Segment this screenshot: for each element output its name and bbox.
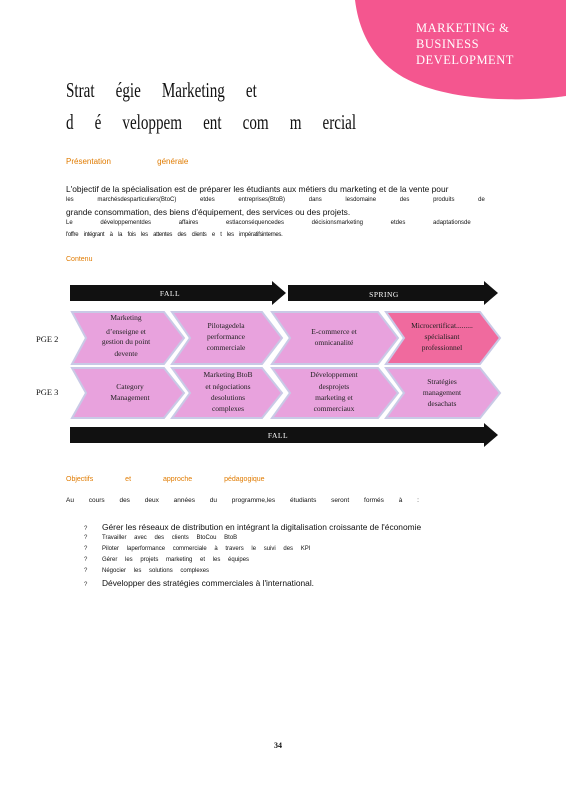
page-number: 34 <box>274 741 282 750</box>
chevron-text: marketing et <box>315 393 353 402</box>
chevron-text: Pilotagedela <box>207 321 245 330</box>
chevron-text: Marketing BtoB <box>203 370 253 379</box>
chevron-text: spécialisant <box>424 332 460 341</box>
list-item-text: Travailler avec des clients BtoCou BtoB <box>102 535 238 541</box>
chevron-text: desprojets <box>318 382 350 391</box>
chevron-text: Marketing <box>110 313 142 322</box>
row-label-pge2: PGE 2 <box>36 334 59 344</box>
chevron-text: desachats <box>427 399 457 408</box>
chevron-text: desolutions <box>210 393 246 402</box>
presentation-line-1: L'objectif de la spécialisation est de préparer les étudiants aux métiers du marketing et de la vente pour <box>66 184 449 194</box>
list-item <box>84 577 514 589</box>
bullet-marker: ? <box>84 568 88 574</box>
chevron-text: E-commerce et <box>311 327 357 336</box>
chevron-text: performance <box>207 332 245 341</box>
section-tag-line: BUSINESS <box>416 37 480 51</box>
objectifs-intro: Au cours des deux années du programme,les étudiants seront formés à : <box>66 497 419 504</box>
spring-bar-top-label: SPRING <box>369 290 399 299</box>
list-item <box>84 544 514 555</box>
title-line-1: Strat égie Marketing et <box>66 78 257 102</box>
list-item <box>84 533 514 544</box>
objectifs-list <box>84 521 514 589</box>
list-item <box>84 566 514 577</box>
bullet-marker: ? <box>84 546 88 552</box>
presentation-line-5: l'offre intégrant à la fois les attentes des clients e t les impératifsinternes. <box>66 232 283 238</box>
list-item <box>84 521 514 533</box>
chevron-text: Category <box>116 382 144 391</box>
chevron-text: commerciaux <box>313 404 355 413</box>
chevron-text: commerciale <box>206 343 246 352</box>
chevron-text: devente <box>114 349 138 358</box>
bullet-marker: ? <box>84 535 88 541</box>
chevron-text: Stratégies <box>427 377 457 386</box>
program-diagram <box>0 278 566 448</box>
chevron-text: Management <box>110 393 150 402</box>
presentation-heading: Présentation générale <box>66 157 189 166</box>
list-item-text: Gérer les réseaux de distribution en intégrant la digitalisation croissante de l'économie <box>102 522 422 532</box>
list-item-text: Négocier les solutions complexes <box>102 568 210 574</box>
title-line-2: d é veloppem ent com m ercial <box>66 110 357 134</box>
bullet-marker: ? <box>84 557 88 563</box>
list-item-text: Développer des stratégies commerciales à l'international. <box>102 578 315 588</box>
section-tag <box>416 20 556 68</box>
chevron-text: omnicanalité <box>314 338 354 347</box>
fall-bar-top-label: FALL <box>159 289 181 298</box>
fall-bar-bottom-label: FALL <box>267 431 289 440</box>
page-title <box>66 74 397 138</box>
bullet-marker: ? <box>84 582 88 588</box>
list-item <box>84 555 514 566</box>
list-item-text: Gérer les projets marketing et les équipes <box>102 557 250 563</box>
presentation-line-2: les marchésdesparticuliers(BtoC) etdes entreprises(BtoB) dans lesdomaine des produits de <box>66 197 485 203</box>
chevron-text: et négociations <box>205 382 251 391</box>
bullet-marker: ? <box>84 526 88 532</box>
presentation-line-4: Le développementdes affaires estlaconséquencedes décisionsmarketing etdes adaptationsde <box>66 220 471 226</box>
list-item-text: Piloter laperformance commerciale à travers le suivi des KPI <box>102 546 311 552</box>
chevron-text: Microcertificat......... <box>411 321 473 330</box>
chevron-text: professionnel <box>421 343 463 352</box>
section-tag-line: MARKETING & <box>416 21 510 35</box>
chevron-text: management <box>422 388 462 397</box>
row-label-pge3: PGE 3 <box>36 387 59 397</box>
chevron-text: Développement <box>310 370 358 379</box>
presentation-line-3: grande consommation, des biens d'équipement, des services ou des projets. <box>66 207 351 217</box>
section-tag-line: DEVELOPMENT <box>416 53 514 67</box>
contenu-heading: Contenu <box>66 256 93 263</box>
chevron-text: d’enseigne et <box>106 327 146 336</box>
chevron-text: gestion du point <box>101 337 151 346</box>
objectifs-heading: Objectifs et approche pédagogique <box>66 476 265 483</box>
chevron-text: complexes <box>211 404 245 413</box>
